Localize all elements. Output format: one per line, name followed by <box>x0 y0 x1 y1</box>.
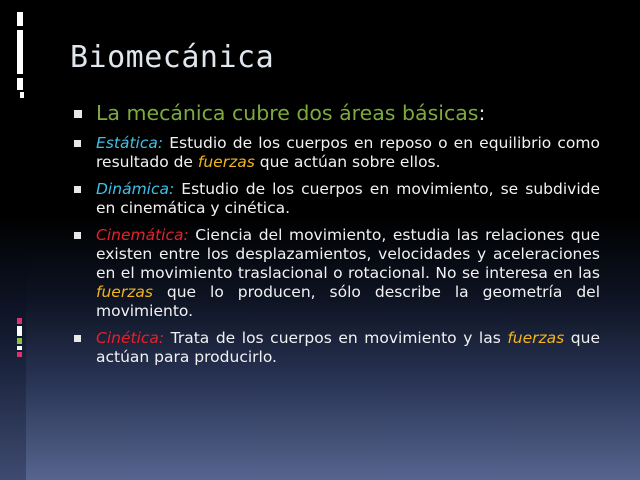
square-bullet-icon <box>74 232 81 239</box>
cinetica-text-end: que actúan para producirlo. <box>96 329 600 366</box>
term-cinetica: Cinética: <box>96 329 165 347</box>
sub-bullet-estatica <box>72 134 600 172</box>
square-bullet-icon <box>74 110 82 118</box>
square-bullet-icon <box>74 335 81 342</box>
cinematica-text: Ciencia del movimiento, estudia las relaciones que existen entre los desplazamientos, velocidades y aceleraciones en el movimiento traslacional o rotacional. No se interesa en las <box>96 226 600 282</box>
sub-bullet-cinematica <box>72 226 600 321</box>
keyword-fuerzas: fuerzas <box>197 153 255 171</box>
deco-square-white <box>17 326 22 336</box>
cinematica-text-end: que lo producen, sólo describe la geometría del movimiento. <box>96 283 600 320</box>
deco-square-white <box>20 92 24 98</box>
keyword-fuerzas: fuerzas <box>96 283 153 301</box>
deco-square-pink <box>17 352 22 357</box>
main-bullet-colon: : <box>478 101 486 125</box>
square-bullet-icon <box>74 140 81 147</box>
deco-square-white <box>17 78 23 90</box>
deco-square-white <box>17 12 23 26</box>
sub-bullet-cinetica <box>72 329 600 367</box>
sub-bullet-dinamica <box>72 180 600 218</box>
term-dinamica: Dinámica: <box>96 180 175 198</box>
deco-square-white <box>17 30 23 74</box>
slide-title: Biomecánica <box>70 40 275 75</box>
deco-square-white <box>17 346 22 350</box>
square-bullet-icon <box>74 186 81 193</box>
dinamica-text: Estudio de los cuerpos en movimiento, se subdivide en cinemática y cinética. <box>96 180 600 217</box>
estatica-text-end: que actúan sobre ellos. <box>254 153 441 171</box>
cinetica-text: Trata de los cuerpos en movimiento y las <box>164 329 508 347</box>
main-bullet-text: La mecánica cubre dos áreas básicas <box>96 101 479 125</box>
keyword-fuerzas: fuerzas <box>507 329 565 347</box>
main-bullet <box>72 100 600 126</box>
deco-square-green <box>17 338 22 344</box>
term-estatica: Estática: <box>96 134 164 152</box>
left-decoration-strip <box>0 0 26 480</box>
estatica-text: Estudio de los cuerpos en reposo o en equilibrio como resultado de <box>96 134 600 171</box>
term-cinematica: Cinemática: <box>96 226 189 244</box>
bullet-list <box>72 100 600 375</box>
deco-square-pink <box>17 318 22 324</box>
